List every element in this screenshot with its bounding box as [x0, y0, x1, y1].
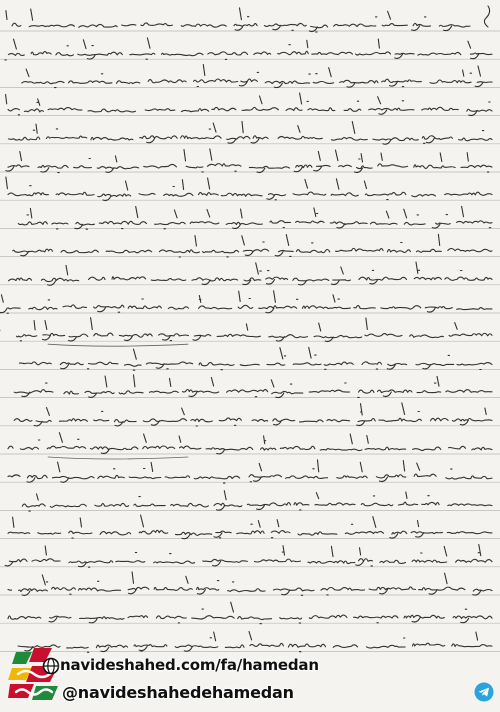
globe-icon	[42, 657, 60, 675]
watermark	[0, 642, 500, 712]
telegram-icon	[474, 682, 494, 702]
website-link[interactable]: navideshahed.com/fa/hamedan	[60, 656, 319, 674]
navide-shahed-logo-icon	[6, 644, 68, 706]
telegram-handle[interactable]: @navideshahedehamedan	[62, 683, 294, 702]
